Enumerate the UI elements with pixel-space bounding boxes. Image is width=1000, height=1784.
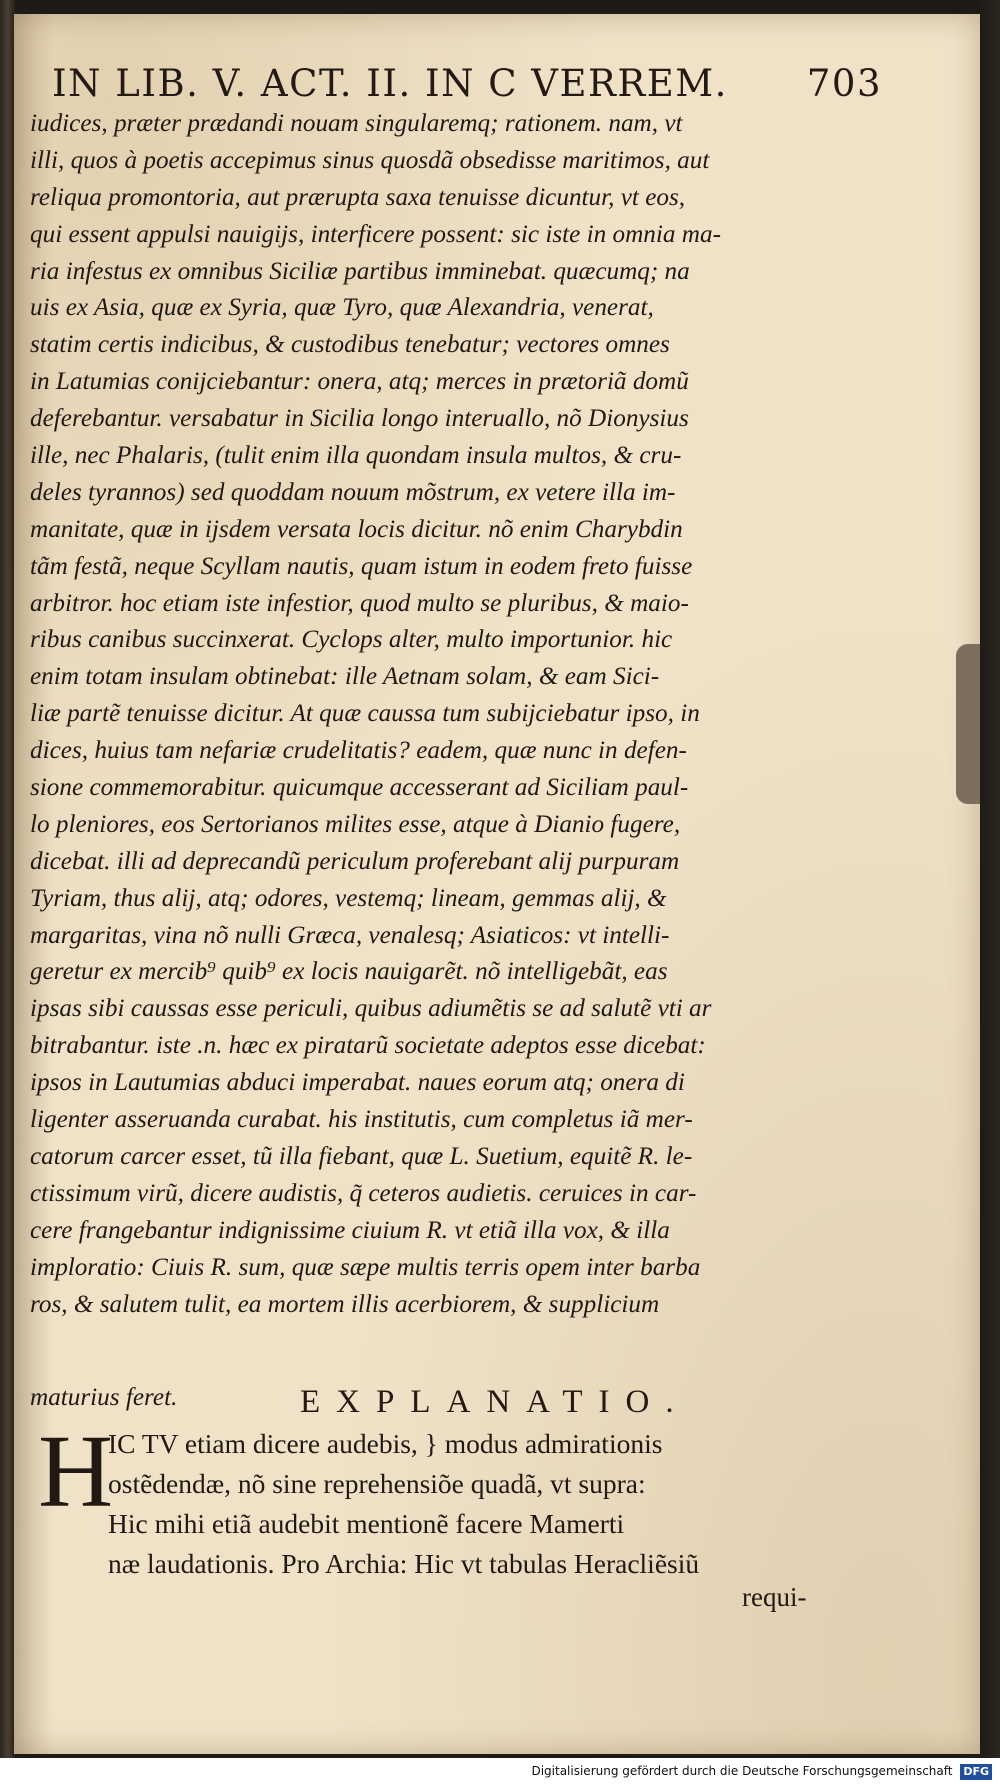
text-line: ipsas sibi caussas esse periculi, quibus adiumẽtis se ad salutẽ vti ar [30,995,712,1023]
text-line: manitate, quæ in ijsdem versata locis dicitur. nõ enim Charybdin [30,515,683,543]
text-line: ctissimum virũ, dicere audistis, q̃ ceteros audietis. ceruices in car- [30,1179,697,1207]
text-line: deferebantur. versabatur in Sicilia longo interuallo, nõ Dionysius [30,405,689,433]
text-line: deles tyrannos) sed quoddam nouum mõstrum, ex vetere illa im- [30,478,676,506]
text-line: næ laudationis. Pro Archia: Hic vt tabulas Heracliẽsiũ [108,1548,700,1579]
text-line: sione commemorabitur. quicumque accesserant ad Siciliam paul- [30,774,689,802]
folio-number: 703 [806,62,882,105]
section-heading: EXPLANATIO. [300,1384,690,1420]
text-line: lo pleniores, eos Sertorianos milites esse, atque à Dianio fugere, [30,810,681,838]
text-line: dicebat. illi ad deprecandũ periculum proferebant alij purpuram [30,847,680,875]
catchword: requi- [742,1582,807,1612]
text-line: geretur ex mercib⁹ quib⁹ ex locis nauigarẽt. nõ intelligebãt, eas [30,958,668,986]
text-line: ipsos in Lautumias abduci imperabat. naues eorum atq; onera di [30,1069,685,1097]
text-line: Tyriam, thus alij, atq; odores, vestemq; lineam, gemmas alij, & [30,884,667,912]
text-line: ostẽdendæ, nõ sine reprehensiõe quadã, vt supra: [108,1468,646,1499]
text-line: uis ex Asia, quæ ex Syria, quæ Tyro, quæ Alexandria, venerat, [30,294,654,322]
text-line: ribus canibus succinxerat. Cyclops alter, multo importunior. hic [30,626,673,654]
text-line: ille, nec Phalaris, (tulit enim illa quondam insula multos, & cru- [30,442,682,470]
text-line: ros, & salutem tulit, ea mortem illis acerbiorem, & supplicium [30,1290,660,1318]
digitization-footer [0,1758,1000,1784]
text-line: dices, huius tam nefariæ crudelitatis? eadem, quæ nunc in defen- [30,737,687,765]
text-line: margaritas, vina nõ nulli Græca, venalesq; Asiaticos: vt intelli- [30,921,670,949]
text-line: ria infestus ex omnibus Siciliæ partibus imminebat. quæcumq; na [30,257,690,285]
text-line: illi, quos à poetis accepimus sinus quosdã obsedisse maritimos, aut [30,146,710,174]
text-line: in Latumias conijciebantur: onera, atq; merces in prætoriã domũ [30,368,689,396]
text-line: arbitror. hoc etiam iste infestior, quod multo se pluribus, & maio- [30,589,689,617]
commentary-text-block [108,1424,848,1584]
text-line: imploratio: Ciuis R. sum, quæ sæpe multis terris opem inter barba [30,1253,701,1281]
text-line: qui essent appulsi nauigijs, interficere possent: sic iste in omnia ma- [30,220,721,248]
text-line: reliqua promontoria, aut prærupta saxa tenuisse dicuntur, vt eos, [30,183,686,211]
text-line: catorum carcer esset, tũ illa fiebant, quæ L. Suetium, equitẽ R. le- [30,1142,693,1170]
text-line: enim totam insulam obtinebat: ille Aetnam solam, & eam Sici- [30,663,660,691]
text-line: bitrabantur. iste .n. hæc ex piratarũ societate adeptos esse dicebat: [30,1032,706,1060]
text-line: iudices, præter prædandi nouam singularemq; rationem. nam, vt [30,110,683,137]
text-line: cere frangebantur indignissime ciuium R. vt etiã illa vox, & illa [30,1216,670,1244]
text-line: Hic mihi etiã audebit mentionẽ facere Mamerti [108,1508,625,1539]
text-line: ligenter asseruanda curabat. his institutis, cum completus iã mer- [30,1106,693,1134]
main-text-block [30,106,840,1323]
text-line: tãm festã, neque Scyllam nautis, quam istum in eodem freto fuisse [30,552,693,580]
body-last-line: maturius feret. [30,1384,178,1411]
text-line: statim certis indicibus, & custodibus tenebatur; vectores omnes [30,331,670,359]
text-line: liæ partẽ tenuisse dicitur. At quæ caussa tum subijciebatur ipso, in [30,700,700,728]
running-head [52,62,892,106]
text-line: IC TV etiam dicere audebis, } modus admirationis [108,1428,663,1459]
dfg-logo: DFG [960,1764,992,1780]
running-head-title: IN LIB. V. ACT. II. IN C VERREM. [52,62,728,105]
drop-initial: H [38,1414,114,1529]
book-clasp [956,644,980,804]
footer-text: Digitalisierung gefördert durch die Deutsche Forschungsgemeinschaft [531,1764,953,1778]
